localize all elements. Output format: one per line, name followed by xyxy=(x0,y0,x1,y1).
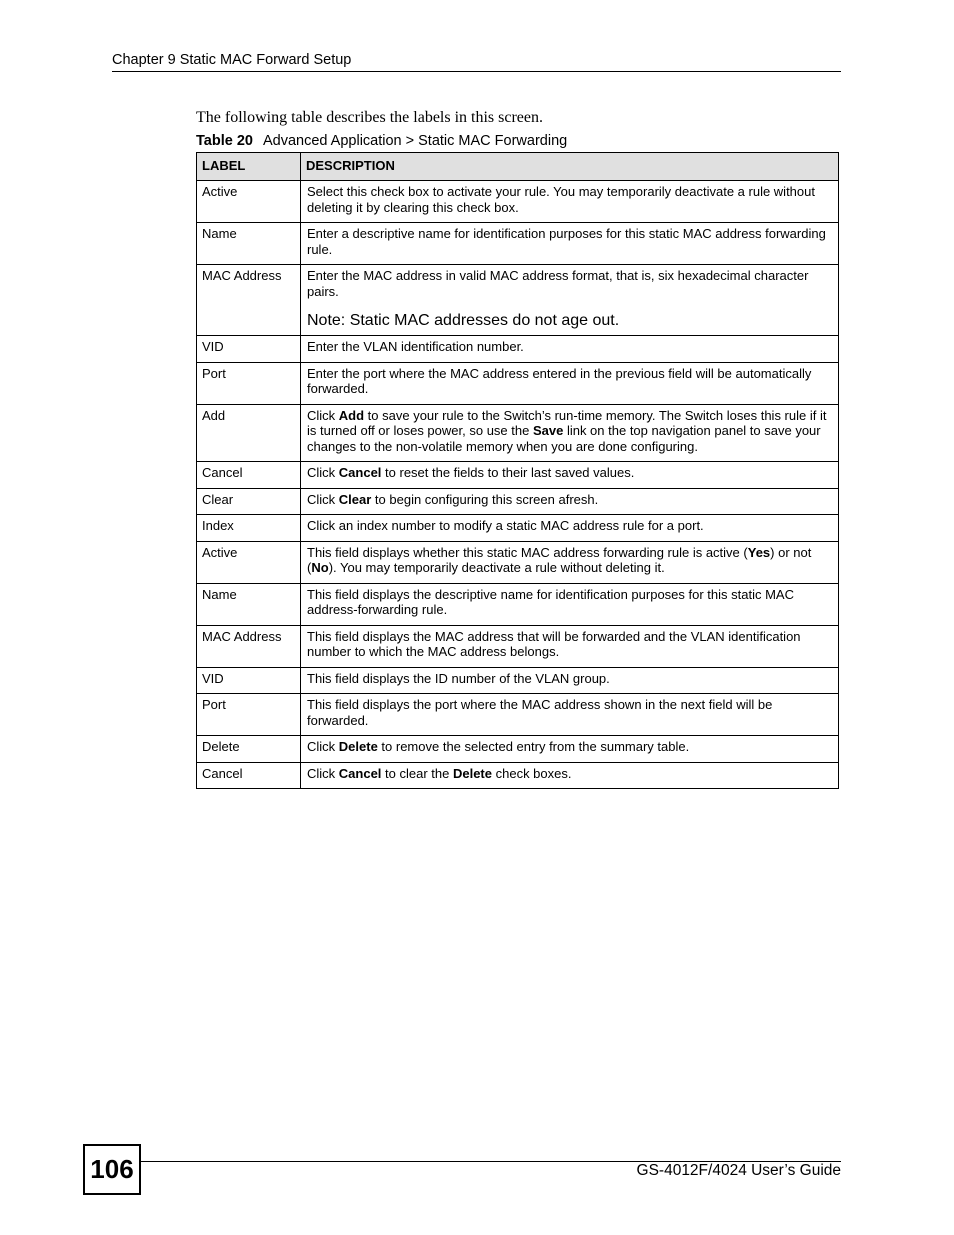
table-row xyxy=(197,541,839,583)
description-text: Enter the port where the MAC address entered in the previous field will be automatically forwarded. xyxy=(307,365,812,396)
description-column-header: DESCRIPTION xyxy=(301,153,839,181)
description-bold-term: Delete xyxy=(338,739,378,754)
table-row xyxy=(197,488,839,515)
row-label: Clear xyxy=(197,488,301,515)
guide-title: GS-4012F/4024 User’s Guide xyxy=(636,1162,841,1179)
row-label: Name xyxy=(197,223,301,265)
row-label: Cancel xyxy=(197,762,301,789)
row-label: Name xyxy=(197,583,301,625)
row-description xyxy=(301,362,839,404)
table-row xyxy=(197,583,839,625)
table-body xyxy=(197,181,839,789)
table-row xyxy=(197,694,839,736)
row-label: Add xyxy=(197,404,301,462)
row-description xyxy=(301,265,839,336)
description-text: to begin configuring this screen afresh. xyxy=(371,491,599,507)
row-description xyxy=(301,583,839,625)
table-row xyxy=(197,762,839,789)
row-description xyxy=(301,762,839,789)
row-description xyxy=(301,515,839,542)
description-text: Select this check box to activate your rule. You may temporarily deactivate a rule without deleting it by clearing this check box. xyxy=(307,184,815,215)
label-column-header: LABEL xyxy=(197,153,301,181)
description-bold-term: Cancel xyxy=(338,765,382,781)
chapter-header: Chapter 9 Static MAC Forward Setup xyxy=(112,52,841,72)
table-row xyxy=(197,625,839,667)
table-row xyxy=(197,462,839,489)
description-text: Click an index number to modify a static MAC address rule for a port. xyxy=(307,518,704,533)
row-description xyxy=(301,694,839,736)
row-description xyxy=(301,488,839,515)
description-bold-term: Clear xyxy=(338,491,372,507)
description-text: ) or not ( xyxy=(307,544,812,575)
row-label: Port xyxy=(197,694,301,736)
row-description xyxy=(301,625,839,667)
row-label: MAC Address xyxy=(197,625,301,667)
table-row xyxy=(197,667,839,694)
row-description xyxy=(301,736,839,763)
description-bold-term: Save xyxy=(532,423,564,438)
description-text: to reset the fields to their last saved values. xyxy=(381,465,635,480)
description-text: This field displays whether this static MAC address forwarding rule is active ( xyxy=(307,544,748,560)
table-row xyxy=(197,736,839,763)
description-text: Enter the MAC address in valid MAC address format, that is, six hexadecimal character pairs. xyxy=(307,268,809,299)
row-label: VID xyxy=(197,336,301,363)
row-label: Cancel xyxy=(197,462,301,489)
table-row xyxy=(197,223,839,265)
description-text: This field displays the descriptive name for identification purposes for this static MAC address-forwarding rule. xyxy=(307,586,794,617)
description-text: Click xyxy=(307,739,339,754)
table-row xyxy=(197,515,839,542)
description-text: check boxes. xyxy=(492,765,572,781)
description-bold-term: Yes xyxy=(747,544,771,560)
description-text: ). You may temporarily deactivate a rule without deleting it. xyxy=(328,560,665,575)
labels-table xyxy=(196,152,839,789)
description-text: Enter a descriptive name for identification purposes for this static MAC address forwarding rule. xyxy=(307,226,826,257)
row-description xyxy=(301,223,839,265)
row-description xyxy=(301,541,839,583)
description-text: Click xyxy=(307,465,339,480)
row-label: VID xyxy=(197,667,301,694)
table-row xyxy=(197,362,839,404)
table-row xyxy=(197,336,839,363)
page-number: 106 xyxy=(83,1144,141,1195)
description-text: link on the top navigation panel to save your changes to the non-volatile memory when you are done configuring. xyxy=(307,423,821,454)
row-description xyxy=(301,462,839,489)
description-text: Click xyxy=(307,491,339,507)
row-label: Active xyxy=(197,181,301,223)
description-text: Click xyxy=(307,765,339,781)
description-text: Enter the VLAN identification number. xyxy=(307,339,524,354)
table-header-row xyxy=(197,153,839,181)
table-caption xyxy=(196,133,567,150)
row-description xyxy=(301,336,839,363)
row-label: Port xyxy=(197,362,301,404)
row-label: Active xyxy=(197,541,301,583)
row-description xyxy=(301,181,839,223)
row-note: Note: Static MAC addresses do not age out. xyxy=(307,312,620,329)
table-row xyxy=(197,265,839,336)
description-text: to remove the selected entry from the summary table. xyxy=(377,739,690,754)
description-text: to clear the xyxy=(381,765,453,781)
table-title: Advanced Application > Static MAC Forwarding xyxy=(262,133,568,149)
row-label: Index xyxy=(197,515,301,542)
table-row xyxy=(197,404,839,462)
description-text: This field displays the port where the MAC address shown in the next field will be forwarded. xyxy=(307,697,773,728)
description-text: Click xyxy=(307,407,339,423)
intro-text: The following table describes the labels in this screen. xyxy=(196,109,544,126)
description-bold-term: Cancel xyxy=(338,465,382,480)
description-bold-term: No xyxy=(311,560,329,575)
row-description xyxy=(301,667,839,694)
table-row xyxy=(197,181,839,223)
table-number: Table 20 xyxy=(196,133,253,149)
row-description xyxy=(301,404,839,462)
description-bold-term: Delete xyxy=(452,765,492,781)
description-text: to save your rule to the Switch’s run-time memory. The Switch loses this rule if it is turned off or loses power, so use the xyxy=(307,407,827,438)
description-text: This field displays the ID number of the VLAN group. xyxy=(307,670,610,686)
row-label: MAC Address xyxy=(197,265,301,336)
row-label: Delete xyxy=(197,736,301,763)
description-bold-term: Add xyxy=(338,407,365,423)
description-text: This field displays the MAC address that will be forwarded and the VLAN identification number to which the MAC address belongs. xyxy=(307,628,801,659)
